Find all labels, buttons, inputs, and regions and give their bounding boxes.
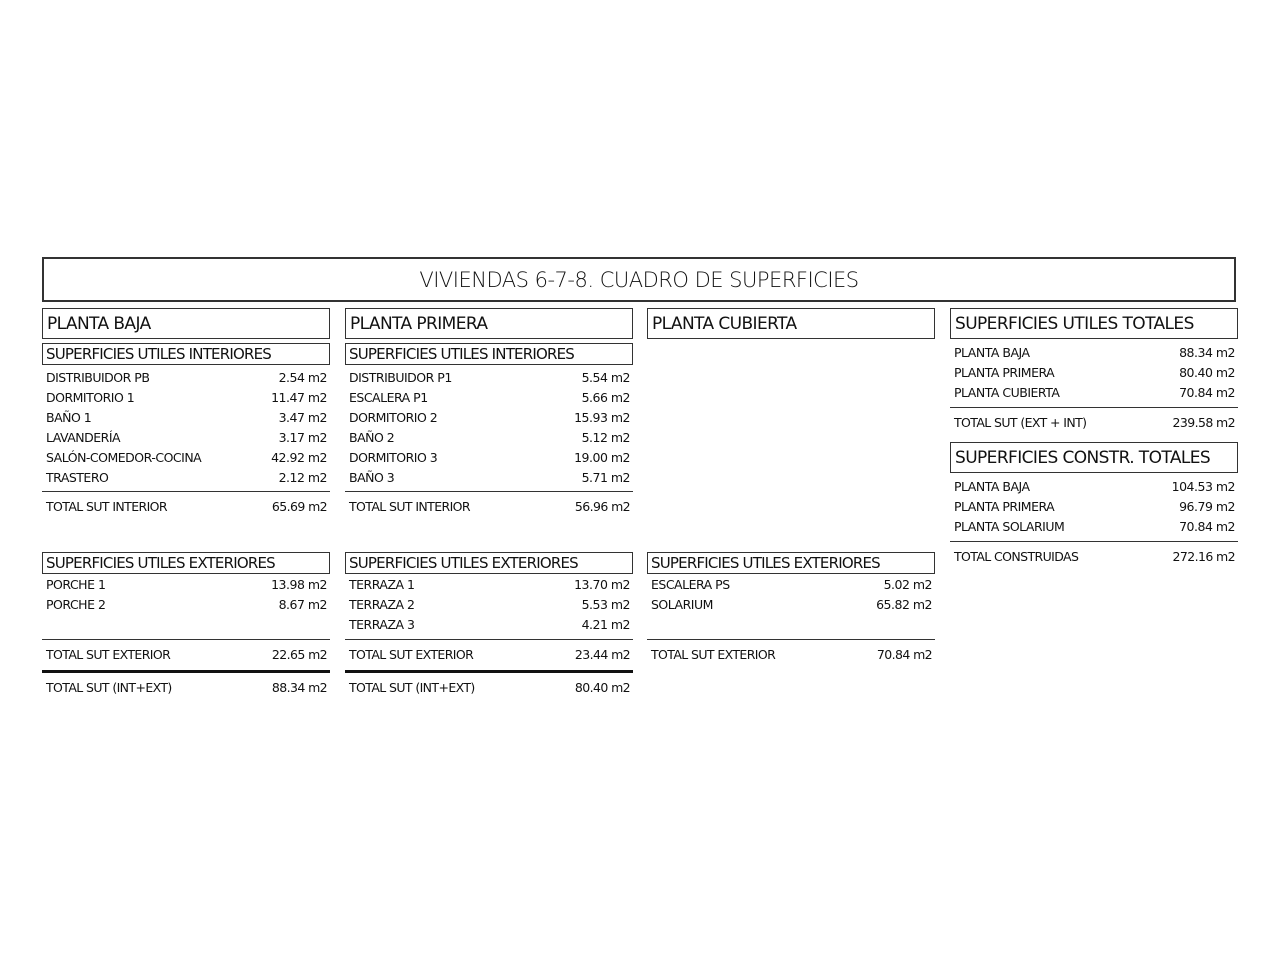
total-interior-p1 xyxy=(345,491,633,514)
table-row xyxy=(950,496,1238,516)
table-row xyxy=(950,516,1238,536)
row-label: SALÓN-COMEDOR-COCINA xyxy=(46,449,202,465)
row-value: 96.79 m2 xyxy=(1179,498,1235,514)
row-label: PLANTA CUBIERTA xyxy=(954,384,1060,400)
row-label: PLANTA PRIMERA xyxy=(954,364,1055,380)
table-row xyxy=(345,407,633,427)
column-planta-cubierta xyxy=(647,308,935,662)
row-label: PLANTA SOLARIUM xyxy=(954,518,1065,534)
row-value: 5.66 m2 xyxy=(581,389,630,405)
table-row xyxy=(345,367,633,387)
row-value: 65.82 m2 xyxy=(876,596,932,612)
total-exterior-pb xyxy=(42,639,330,662)
row-label: TERRAZA 3 xyxy=(349,616,415,632)
row-value: 11.47 m2 xyxy=(271,389,327,405)
row-value: 5.54 m2 xyxy=(581,369,630,385)
column-totales xyxy=(950,308,1238,564)
total-value: 22.65 m2 xyxy=(271,647,327,662)
row-value: 5.12 m2 xyxy=(581,429,630,445)
row-value: 88.34 m2 xyxy=(1179,344,1235,360)
table-row xyxy=(647,594,935,614)
total-value: 56.96 m2 xyxy=(574,499,630,514)
row-value: 2.12 m2 xyxy=(278,469,327,485)
table-row xyxy=(42,574,330,594)
table-row xyxy=(345,427,633,447)
header-planta-baja: PLANTA BAJA xyxy=(42,308,330,339)
column-planta-primera xyxy=(345,308,633,695)
row-value: 13.98 m2 xyxy=(271,576,327,592)
header-planta-primera: PLANTA PRIMERA xyxy=(345,308,633,339)
total-value: 239.58 m2 xyxy=(1172,415,1235,430)
rows-utiles-totales xyxy=(950,342,1238,402)
row-label: DISTRIBUIDOR P1 xyxy=(349,369,452,385)
total-label: TOTAL SUT EXTERIOR xyxy=(349,647,474,662)
row-label: PLANTA BAJA xyxy=(954,344,1030,360)
row-label: DORMITORIO 1 xyxy=(46,389,135,405)
table-row xyxy=(42,447,330,467)
rows-interiores-p1 xyxy=(345,367,633,487)
row-value: 4.21 m2 xyxy=(581,616,630,632)
table-row xyxy=(42,367,330,387)
row-value: 70.84 m2 xyxy=(1179,384,1235,400)
rows-exteriores-pc xyxy=(647,574,935,614)
row-label: PORCHE 1 xyxy=(46,576,106,592)
total-value: 23.44 m2 xyxy=(574,647,630,662)
header-planta-cubierta: PLANTA CUBIERTA xyxy=(647,308,935,339)
subheader-exteriores-pc: SUPERFICIES UTILES EXTERIORES xyxy=(647,552,935,574)
total-label: TOTAL SUT (EXT + INT) xyxy=(954,415,1087,430)
total-value: 80.40 m2 xyxy=(574,680,630,695)
table-row xyxy=(950,382,1238,402)
grand-total-p1 xyxy=(345,670,633,695)
row-value: 3.17 m2 xyxy=(278,429,327,445)
row-value: 2.54 m2 xyxy=(278,369,327,385)
table-row xyxy=(345,594,633,614)
row-label: BAÑO 3 xyxy=(349,469,395,485)
table-row xyxy=(345,614,633,634)
row-label: ESCALERA P1 xyxy=(349,389,428,405)
table-row xyxy=(950,476,1238,496)
row-label: BAÑO 1 xyxy=(46,409,92,425)
table-row xyxy=(950,342,1238,362)
subheader-exteriores-pb: SUPERFICIES UTILES EXTERIORES xyxy=(42,552,330,574)
row-value: 42.92 m2 xyxy=(271,449,327,465)
row-value: 3.47 m2 xyxy=(278,409,327,425)
total-label: TOTAL SUT EXTERIOR xyxy=(46,647,171,662)
total-label: TOTAL SUT (INT+EXT) xyxy=(349,680,475,695)
grand-total-pb xyxy=(42,670,330,695)
rows-construidas-totales xyxy=(950,476,1238,536)
table-row xyxy=(950,362,1238,382)
row-label: DISTRIBUIDOR PB xyxy=(46,369,150,385)
table-row xyxy=(345,387,633,407)
total-label: TOTAL SUT INTERIOR xyxy=(349,499,470,514)
row-value: 8.67 m2 xyxy=(278,596,327,612)
total-exterior-p1 xyxy=(345,639,633,662)
row-label: TERRAZA 1 xyxy=(349,576,415,592)
total-value: 65.69 m2 xyxy=(271,499,327,514)
row-value: 19.00 m2 xyxy=(574,449,630,465)
total-label: TOTAL SUT EXTERIOR xyxy=(651,647,776,662)
total-value: 70.84 m2 xyxy=(876,647,932,662)
row-label: TRASTERO xyxy=(46,469,109,485)
row-value: 13.70 m2 xyxy=(574,576,630,592)
row-label: DORMITORIO 3 xyxy=(349,449,438,465)
row-value: 70.84 m2 xyxy=(1179,518,1235,534)
total-label: TOTAL SUT INTERIOR xyxy=(46,499,167,514)
total-interior-pb xyxy=(42,491,330,514)
table-row xyxy=(345,447,633,467)
table-title: VIVIENDAS 6-7-8. CUADRO DE SUPERFICIES xyxy=(42,257,1236,302)
row-value: 5.71 m2 xyxy=(581,469,630,485)
table-row xyxy=(42,427,330,447)
subheader-interiores-p1: SUPERFICIES UTILES INTERIORES xyxy=(345,343,633,365)
rows-interiores-pb xyxy=(42,367,330,487)
row-label: SOLARIUM xyxy=(651,596,713,612)
subheader-exteriores-p1: SUPERFICIES UTILES EXTERIORES xyxy=(345,552,633,574)
header-utiles-totales: SUPERFICIES UTILES TOTALES xyxy=(950,308,1238,339)
table-row xyxy=(42,407,330,427)
row-label: ESCALERA PS xyxy=(651,576,730,592)
row-label: LAVANDERÍA xyxy=(46,429,121,445)
total-utiles xyxy=(950,407,1238,430)
row-label: DORMITORIO 2 xyxy=(349,409,438,425)
row-value: 80.40 m2 xyxy=(1179,364,1235,380)
row-label: PLANTA BAJA xyxy=(954,478,1030,494)
table-row xyxy=(42,467,330,487)
row-value: 15.93 m2 xyxy=(574,409,630,425)
total-value: 88.34 m2 xyxy=(271,680,327,695)
row-label: TERRAZA 2 xyxy=(349,596,415,612)
total-label: TOTAL CONSTRUIDAS xyxy=(954,549,1079,564)
table-row xyxy=(647,574,935,594)
rows-exteriores-pb xyxy=(42,574,330,614)
row-label: PORCHE 2 xyxy=(46,596,106,612)
row-value: 104.53 m2 xyxy=(1171,478,1235,494)
subheader-interiores-pb: SUPERFICIES UTILES INTERIORES xyxy=(42,343,330,365)
row-value: 5.02 m2 xyxy=(883,576,932,592)
total-value: 272.16 m2 xyxy=(1172,549,1235,564)
header-construidas-totales: SUPERFICIES CONSTR. TOTALES xyxy=(950,442,1238,473)
column-planta-baja xyxy=(42,308,330,695)
total-exterior-pc xyxy=(647,639,935,662)
row-label: BAÑO 2 xyxy=(349,429,395,445)
row-label: PLANTA PRIMERA xyxy=(954,498,1055,514)
rows-exteriores-p1 xyxy=(345,574,633,634)
table-row xyxy=(42,387,330,407)
total-label: TOTAL SUT (INT+EXT) xyxy=(46,680,172,695)
total-construidas xyxy=(950,541,1238,564)
table-row xyxy=(345,467,633,487)
row-value: 5.53 m2 xyxy=(581,596,630,612)
table-row xyxy=(42,594,330,614)
table-row xyxy=(345,574,633,594)
